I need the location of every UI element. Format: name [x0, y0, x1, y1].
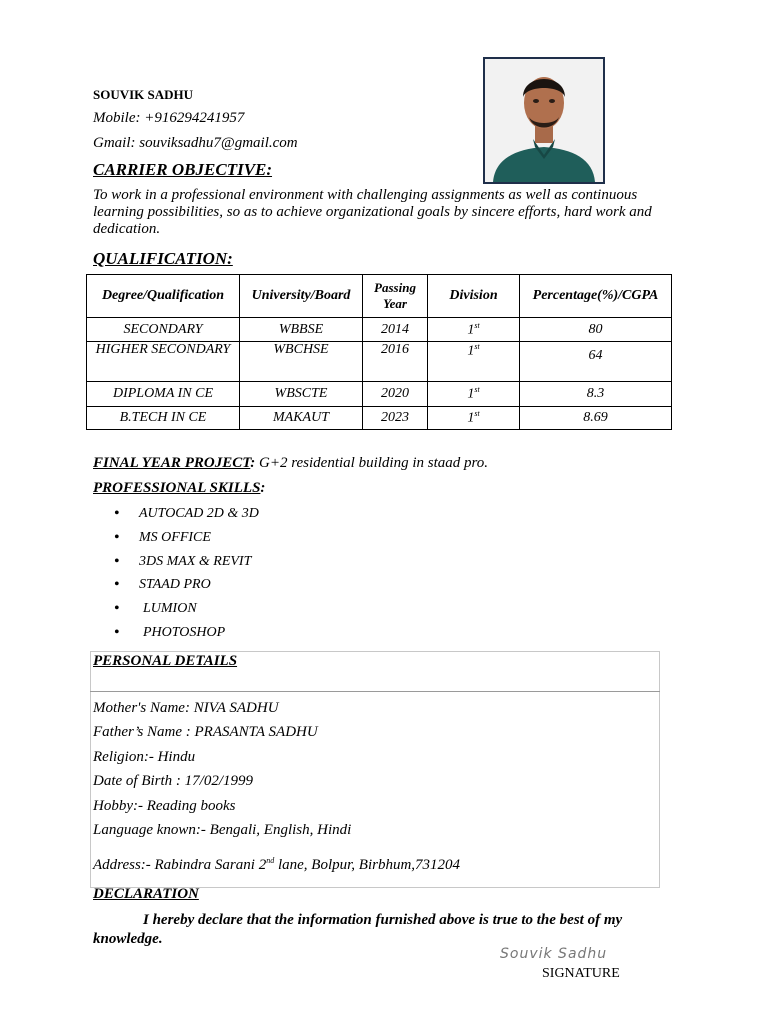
- column-header: Percentage(%)/CGPA: [520, 275, 672, 318]
- cell-division: 1st: [428, 407, 520, 430]
- languages-known: Language known:- Bengali, English, Hindi: [93, 822, 352, 838]
- address: Address:- Rabindra Sarani 2nd lane, Bolpur, Birbhum,731204: [93, 856, 461, 873]
- list-item: • LUMION: [139, 599, 259, 623]
- cell-year: 2014: [363, 318, 428, 342]
- skills-list: [93, 504, 259, 647]
- candidate-name: SOUVIK SADHU: [93, 87, 194, 102]
- column-header: Passing Year: [363, 275, 428, 318]
- mother-name: Mother's Name: NIVA SADHU: [93, 700, 279, 716]
- cell-score: 8.3: [520, 382, 672, 407]
- cell-degree: DIPLOMA IN CE: [87, 382, 240, 407]
- column-header: Division: [428, 275, 520, 318]
- declaration-text: I hereby declare that the information furnished above is true to the best of my knowledge.: [93, 912, 623, 947]
- cell-year: 2020: [363, 382, 428, 407]
- signature-image: Souvik Sadhu: [500, 946, 608, 962]
- list-item: • PHOTOSHOP: [139, 623, 259, 647]
- mobile-number: Mobile: +916294241957: [93, 110, 245, 126]
- declaration-heading: DECLARATION: [93, 886, 199, 902]
- cell-degree: HIGHER SECONDARY: [87, 342, 240, 382]
- hobby: Hobby:- Reading books: [93, 798, 236, 814]
- cell-year: 2016: [363, 342, 428, 382]
- cell-year: 2023: [363, 407, 428, 430]
- table-row: [87, 382, 672, 407]
- cell-board: WBSCTE: [240, 382, 363, 407]
- qualification-table: [86, 274, 672, 430]
- cell-division: 1st: [428, 382, 520, 407]
- cell-division: 1st: [428, 318, 520, 342]
- table-header-row: [87, 275, 672, 318]
- cell-board: WBCHSE: [240, 342, 363, 382]
- personal-details-box: [90, 651, 660, 888]
- skills-heading: PROFESSIONAL SKILLS:: [93, 480, 266, 496]
- person-portrait-icon: [485, 59, 603, 182]
- signature-label: SIGNATURE: [542, 966, 620, 981]
- column-header: University/Board: [240, 275, 363, 318]
- project-description: G+2 residential building in staad pro.: [255, 455, 489, 471]
- religion: Religion:- Hindu: [93, 749, 196, 765]
- table-row: [87, 318, 672, 342]
- list-item: • MS OFFICE: [139, 528, 259, 552]
- qualification-heading: QUALIFICATION:: [93, 249, 233, 268]
- profile-photo: [483, 57, 605, 184]
- cell-board: WBBSE: [240, 318, 363, 342]
- divider: [90, 691, 660, 692]
- cell-score: 80: [520, 318, 672, 342]
- father-name: Father’s Name : PRASANTA SADHU: [93, 724, 318, 740]
- list-item: • AUTOCAD 2D & 3D: [139, 504, 259, 528]
- project-label: FINAL YEAR PROJECT: [93, 455, 251, 471]
- column-header: Degree/Qualification: [87, 275, 240, 318]
- final-year-project: FINAL YEAR PROJECT: G+2 residential building in staad pro.: [93, 455, 489, 471]
- objective-text: To work in a professional environment with challenging assignments as well as continuous learning possibilities, so as to achieve organizational goals by sincere efforts, hard work and dedication.: [93, 187, 652, 237]
- personal-details-heading: PERSONAL DETAILS: [93, 653, 238, 669]
- cell-score: 64: [520, 342, 672, 382]
- cell-board: MAKAUT: [240, 407, 363, 430]
- list-item: • STAAD PRO: [139, 575, 259, 599]
- cell-division: 1st: [428, 342, 520, 382]
- cell-score: 8.69: [520, 407, 672, 430]
- objective-heading: CARRIER OBJECTIVE:: [93, 160, 273, 179]
- cell-degree: B.TECH IN CE: [87, 407, 240, 430]
- table-row: [87, 407, 672, 430]
- cell-degree: SECONDARY: [87, 318, 240, 342]
- date-of-birth: Date of Birth : 17/02/1999: [93, 773, 253, 789]
- list-item: • 3DS MAX & REVIT: [139, 552, 259, 576]
- table-row: [87, 342, 672, 382]
- email-address: Gmail: souviksadhu7@gmail.com: [93, 135, 298, 151]
